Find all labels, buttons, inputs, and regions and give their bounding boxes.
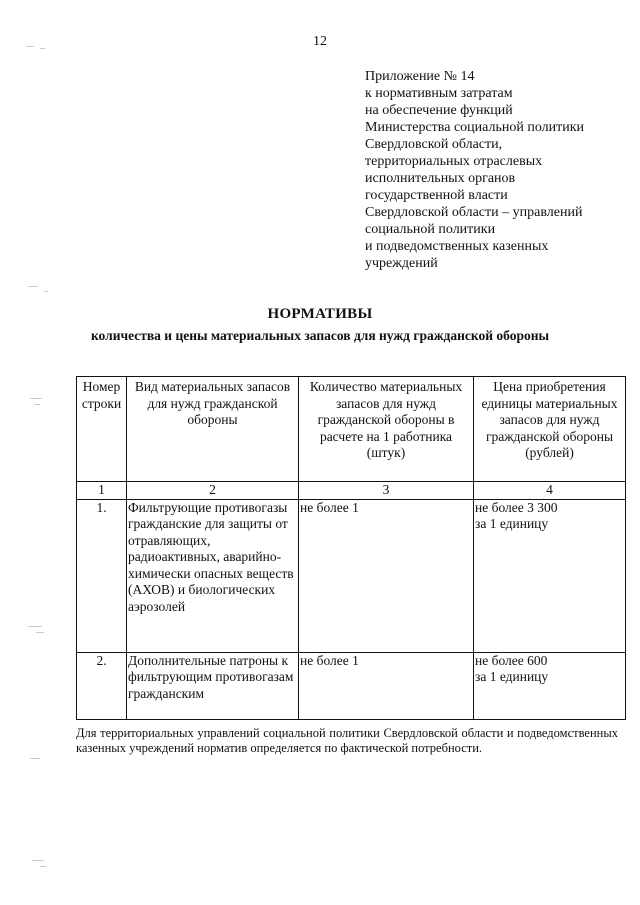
appendix-line: Приложение № 14 (365, 69, 475, 84)
appendix-line: учреждений (365, 256, 438, 271)
header-quantity: Количество материальных запасов для нужд гражданской обороны в расчете на 1 работника (штук) (299, 377, 474, 482)
row-number: 1. (77, 499, 127, 652)
appendix-line: социальной политики (365, 222, 496, 237)
footnote-text: Для территориальных управлений социальной политики Свердловской области и подведомственных казенных учреждений норматив определяется по фактической потребности. (76, 726, 618, 755)
item-name: Дополнительные патроны к фильтрующим противогазам гражданским (127, 652, 299, 719)
column-number: 2 (127, 482, 299, 500)
appendix-line: исполнительных органов (365, 171, 516, 186)
appendix-line: к нормативным затратам (365, 86, 513, 101)
page-number: 12 (313, 34, 327, 49)
item-price-unit: за 1 единицу (475, 516, 549, 531)
item-quantity: не более 1 (299, 499, 474, 652)
document-title: НОРМАТИВЫ (267, 306, 373, 322)
document-subtitle: количества и цены материальных запасов для нужд гражданской обороны (90, 328, 550, 343)
appendix-line: Свердловской области – управлений (365, 205, 583, 220)
row-number: 2. (77, 652, 127, 719)
column-number: 3 (299, 482, 474, 500)
item-price-unit: за 1 единицу (475, 669, 549, 684)
column-number: 1 (77, 482, 127, 500)
appendix-line: территориальных отраслевых (365, 154, 543, 169)
appendix-line: и подведомственных казенных (365, 239, 549, 254)
item-price: не более 3 300 (475, 499, 558, 515)
header-row-number: Номер строки (77, 377, 127, 482)
appendix-line: государственной власти (365, 188, 508, 203)
header-item-type: Вид материальных запасов для нужд гражданской обороны (127, 377, 299, 482)
item-name: Фильтрующие противогазы гражданские для защиты от отравляющих, радиоактивных, аварийно-химически опасных веществ (АХОВ) и биологических аэрозолей (127, 499, 299, 652)
appendix-line: Свердловской области, (365, 137, 503, 152)
header-price: Цена приобретения единицы материальных запасов для нужд гражданской обороны (рублей) (474, 377, 626, 482)
appendix-line: Министерства социальной политики (365, 120, 585, 135)
appendix-line: на обеспечение функций (365, 103, 513, 118)
item-price: не более 600 (475, 652, 548, 668)
item-quantity: не более 1 (299, 652, 474, 719)
column-number: 4 (474, 482, 626, 500)
